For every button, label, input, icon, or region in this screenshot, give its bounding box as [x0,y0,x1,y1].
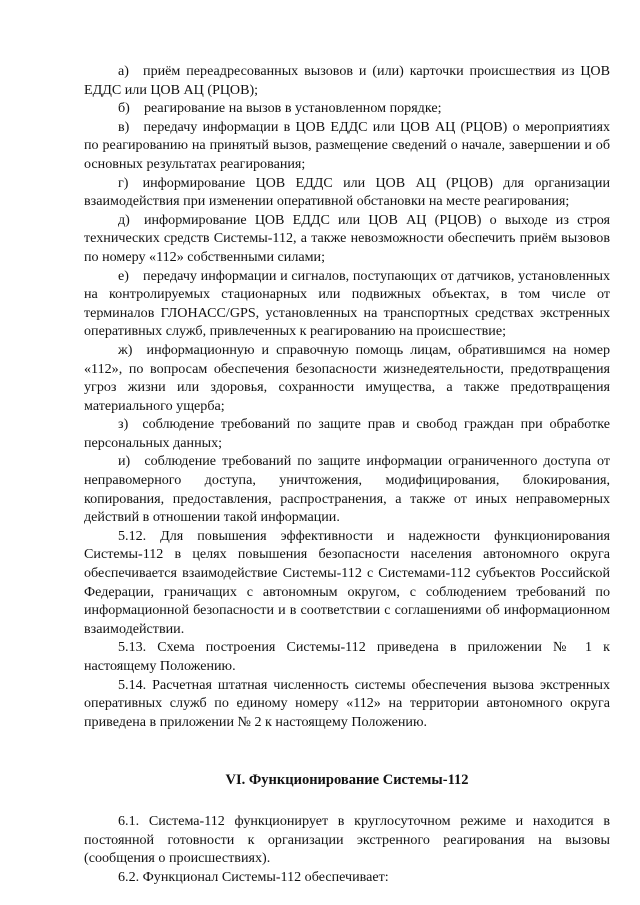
document-page [84,62,610,886]
list-item-g: г) информирование ЦОВ ЕДДС или ЦОВ АЦ (РЦОВ) для организации взаимодействия при изменении оперативной обстановки на месте реагирования; [84,174,610,210]
list-item-b: б) реагирование на вызов в установленном порядке; [118,100,442,117]
clause-6-1: 6.1. Система-112 функционирует в круглосуточном режиме и находится в постоянной готовности к организации экстренного реагирования на вызовы (сообщения о происшествиях). [84,812,610,867]
list-item-e: е) передачу информации и сигналов, поступающих от датчиков, установленных на контролируемых стационарных или подвижных объектах, в том числе от терминалов ГЛОНАСС/GPS, установленных на транспортных средствах экстренных оперативных служб, привлеченных к реагированию на происшествие; [84,267,610,340]
clause-5-12: 5.12. Для повышения эффективности и надежности функционирования Системы-112 в целях повышения безопасности населения автономного округа обеспечивается взаимодействие Системы-112 с Системами-112 субъектов Российской Федерации, граничащих с автономным округом, с соблюдением требований по информационной безопасности и в соответствии с соглашениями об информационном взаимодействии. [84,527,610,637]
list-item-a: а) приём переадресованных вызовов и (или) карточки происшествия из ЦОВ ЕДДС или ЦОВ АЦ (РЦОВ); [84,63,610,98]
list-item-z: з) соблюдение требований по защите прав и свобод граждан при обработке персональных данных; [84,416,610,451]
list-item-i: и) соблюдение требований по защите информации ограниченного доступа от неправомерного доступа, уничтожения, модифицирования, блокирования, копирования, предоставления, распространения, а также от иных неправомерных действий в отношении такой информации. [84,453,610,526]
clause-6-2: 6.2. Функционал Системы-112 обеспечивает: [118,868,389,885]
list-item-d: д) информирование ЦОВ ЕДДС или ЦОВ АЦ (РЦОВ) о выходе из строя технических средств Системы-112, а также невозможности обеспечить приём вызовов по номеру «112» собственными силами; [84,211,610,265]
clause-5-13: 5.13. Схема построения Системы-112 приведена в приложении № 1 к настоящему Положению. [84,639,610,674]
section-title: VI. Функционирование Системы-112 [225,772,469,789]
list-item-zh: ж) информационную и справочную помощь лицам, обратившимся на номер «112», по вопросам обеспечения безопасности жизнедеятельности, предотвращения угроз жизни или здоровья, сохранности имущества, а также предотвращения материального ущерба; [84,341,610,414]
clause-5-14: 5.14. Расчетная штатная численность системы обеспечения вызова экстренных оперативных служб по единому номеру «112» на территории автономного округа приведена в приложении № 2 к настоящему Положению. [84,676,610,730]
list-item-v: в) передачу информации в ЦОВ ЕДДС или ЦОВ АЦ (РЦОВ) о мероприятиях по реагированию на принятый вызов, размещение сведений о начале, завершении и об основных результатах реагирования; [84,118,610,172]
